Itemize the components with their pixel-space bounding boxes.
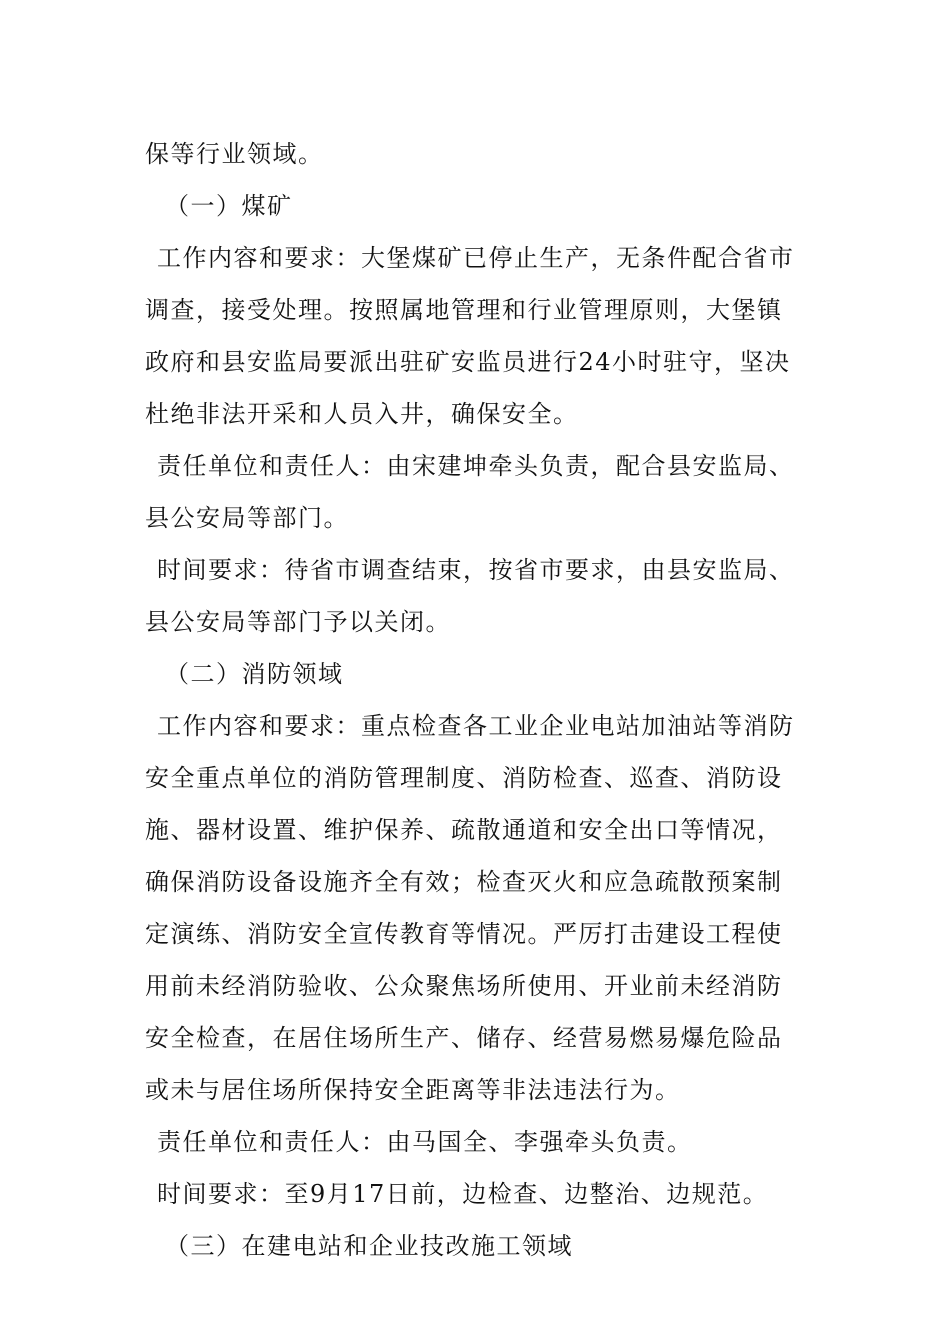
paragraph-line: 县公安局等部门予以关闭。 — [145, 608, 451, 636]
paragraph-line: 安全检查，在居住场所生产、储存、经营易燃易爆危险品 — [145, 1024, 783, 1052]
paragraph-line: 调查，接受处理。按照属地管理和行业管理原则，大堡镇 — [145, 296, 783, 324]
paragraph-line: 用前未经消防验收、公众聚焦场所使用、开业前未经消防 — [145, 972, 783, 1000]
paragraph-line: 定演练、消防安全宣传教育等情况。严厉打击建设工程使 — [145, 920, 783, 948]
paragraph-line: 工作内容和要求：大堡煤矿已停止生产，无条件配合省市 — [157, 244, 795, 272]
paragraph-line: 施、器材设置、维护保养、疏散通道和安全出口等情况， — [145, 816, 783, 844]
paragraph-line: 或未与居住场所保持安全距离等非法违法行为。 — [145, 1076, 681, 1104]
paragraph-line: 保等行业领域。 — [145, 140, 324, 168]
paragraph-line: 时间要求：至9月17日前，边检查、边整治、边规范。 — [157, 1180, 769, 1208]
paragraph-line: 杜绝非法开采和人员入井，确保安全。 — [145, 400, 579, 428]
paragraph-line: 责任单位和责任人：由马国全、李强牵头负责。 — [157, 1128, 693, 1156]
section-heading: （一）煤矿 — [165, 192, 293, 220]
section-heading: （三）在建电站和企业技改施工领域 — [165, 1232, 573, 1260]
paragraph-line: 工作内容和要求：重点检查各工业企业电站加油站等消防 — [157, 712, 795, 740]
paragraph-line: 责任单位和责任人：由宋建坤牵头负责，配合县安监局、 — [157, 452, 795, 480]
paragraph-line: 时间要求：待省市调查结束，按省市要求，由县安监局、 — [157, 556, 795, 584]
paragraph-line: 确保消防设备设施齐全有效；检查灭火和应急疏散预案制 — [145, 868, 783, 896]
paragraph-line: 政府和县安监局要派出驻矿安监员进行24小时驻守，坚决 — [145, 348, 791, 376]
document-body — [145, 128, 810, 1272]
section-heading: （二）消防领域 — [165, 660, 344, 688]
paragraph-line: 安全重点单位的消防管理制度、消防检查、巡查、消防设 — [145, 764, 783, 792]
paragraph-line: 县公安局等部门。 — [145, 504, 349, 532]
